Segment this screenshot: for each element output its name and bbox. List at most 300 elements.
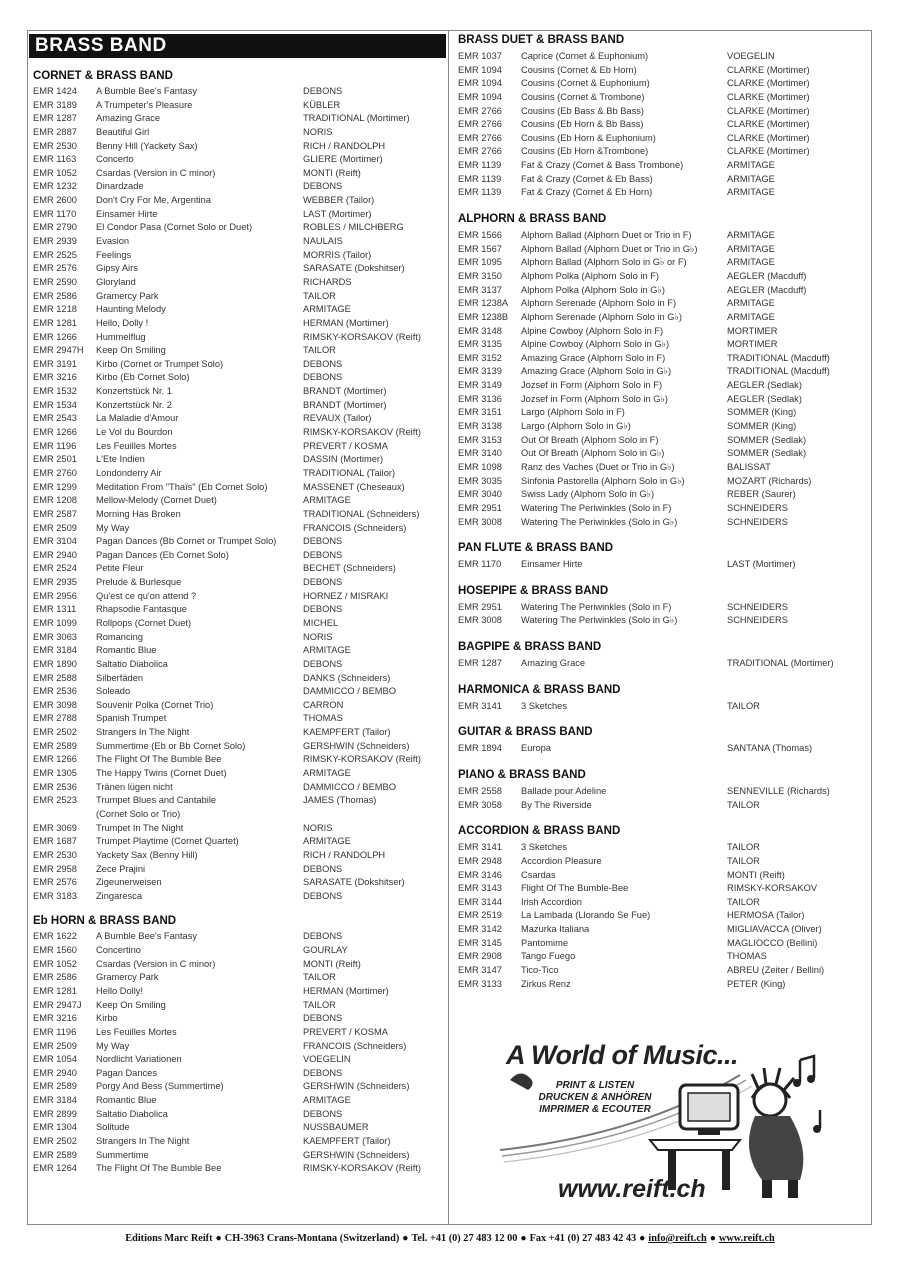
catalogue-code: EMR 3150 xyxy=(458,270,502,281)
catalogue-row xyxy=(454,978,868,992)
catalogue-row xyxy=(29,985,446,999)
catalogue-code: EMR 3151 xyxy=(458,407,502,418)
composer: NORIS xyxy=(303,631,333,642)
composer: KÜBLER xyxy=(303,99,341,110)
catalogue-row xyxy=(29,221,446,235)
piece-title: The Flight Of The Bumble Bee xyxy=(96,754,222,765)
piece-title: Csardas (Version in C minor) xyxy=(96,958,216,969)
footer-email-link[interactable]: info@reift.ch xyxy=(648,1233,707,1244)
catalogue-code: EMR 2524 xyxy=(33,563,77,574)
catalogue-code: EMR 2586 xyxy=(33,972,77,983)
catalogue-row xyxy=(454,270,868,284)
catalogue-code: EMR 2760 xyxy=(33,467,77,478)
piece-title: Gramercy Park xyxy=(96,290,159,301)
catalogue-code: EMR 3149 xyxy=(458,380,502,391)
composer: VOEGELIN xyxy=(727,51,775,61)
composer: ARMITAGE xyxy=(727,187,775,198)
piece-title: My Way xyxy=(96,522,130,533)
piece-title: Romantic Blue xyxy=(96,645,157,656)
catalogue-row xyxy=(454,558,868,572)
piece-title: Hello Dolly! xyxy=(96,986,144,996)
catalogue-code: EMR 1163 xyxy=(33,154,77,165)
composer: PETER (King) xyxy=(727,978,786,989)
piece-title: Irish Accordion xyxy=(521,896,582,907)
catalogue-code: EMR 1196 xyxy=(33,440,77,451)
piece-title: (Cornet Solo or Trio) xyxy=(96,808,181,819)
catalogue-code: EMR 3153 xyxy=(458,434,502,445)
catalogue-code: EMR 3183 xyxy=(33,890,77,901)
catalogue-row xyxy=(454,447,868,461)
catalogue-row xyxy=(454,841,868,855)
composer: CLARKE (Mortimer) xyxy=(727,132,810,143)
composer: REVAUX (Tailor) xyxy=(303,413,372,424)
composer: REBER (Saurer) xyxy=(727,489,796,500)
piece-title: Fat & Crazy (Cornet & Eb Horn) xyxy=(521,187,653,198)
piece-title: El Condor Pasa (Cornet Solo or Duet) xyxy=(96,222,253,233)
catalogue-row xyxy=(29,712,446,726)
composer: TAILOR xyxy=(727,700,760,711)
catalogue-code: EMR 1139 xyxy=(458,160,502,171)
catalogue-row xyxy=(454,601,868,615)
catalogue-code: EMR 3104 xyxy=(33,536,77,547)
piece-title: La Maladie d'Amour xyxy=(96,413,179,424)
catalogue-code: EMR 1196 xyxy=(33,1026,77,1037)
section-title: PIANO & BRASS BAND xyxy=(458,768,586,781)
catalogue-row xyxy=(454,896,868,910)
catalogue-code: EMR 2790 xyxy=(33,222,77,233)
catalogue-code: EMR 3139 xyxy=(458,366,502,377)
footer-fax: Fax +41 (0) 27 483 42 43 xyxy=(529,1233,637,1244)
catalogue-row xyxy=(454,256,868,270)
catalogue-code: EMR 3140 xyxy=(458,448,502,459)
catalogue-row xyxy=(29,194,446,208)
section-title: Eb HORN & BRASS BAND xyxy=(33,915,177,928)
piece-title: Largo (Alphorn Solo in F) xyxy=(521,407,625,418)
piece-title: Pagan Dances (Eb Cornet Solo) xyxy=(96,549,229,560)
piece-title: Cousins (Cornet & Euphonium) xyxy=(521,78,650,89)
piece-title: Rhapsodie Fantasque xyxy=(96,604,187,615)
catalogue-code: EMR 1266 xyxy=(33,331,77,342)
piece-title: Kirbo (Cornet or Trumpet Solo) xyxy=(96,358,224,369)
catalogue-row xyxy=(29,808,446,822)
composer: CLARKE (Mortimer) xyxy=(727,78,810,89)
catalogue-row xyxy=(29,890,446,904)
catalogue-code: EMR 2940 xyxy=(33,1067,77,1078)
catalogue-code: EMR 1287 xyxy=(458,658,502,669)
catalogue-code: EMR 2536 xyxy=(33,686,77,697)
composer: DEBONS xyxy=(303,358,343,369)
logo-advert[interactable] xyxy=(500,1040,830,1210)
catalogue-row xyxy=(29,1067,446,1081)
catalogue-row xyxy=(29,494,446,508)
piece-title: Le Vol du Bourdon xyxy=(96,427,173,438)
catalogue-code: EMR 3142 xyxy=(458,924,502,935)
composer: ARMITAGE xyxy=(727,243,775,254)
catalogue-row xyxy=(454,186,868,200)
piece-title: Beautiful Girl xyxy=(96,126,150,137)
composer: GERSHWIN (Schneiders) xyxy=(303,740,410,751)
composer: MONTI (Reift) xyxy=(303,958,361,969)
catalogue-row xyxy=(454,297,868,311)
catalogue-row xyxy=(454,799,868,813)
catalogue-code: EMR 2766 xyxy=(458,146,502,157)
piece-title: Yackety Sax (Benny Hill) xyxy=(96,849,198,860)
piece-title: Gipsy Airs xyxy=(96,263,138,274)
catalogue-code: EMR 2951 xyxy=(458,502,502,513)
catalogue-code: EMR 3147 xyxy=(458,965,502,976)
composer: DAMMICCO / BEMBO xyxy=(303,686,396,697)
catalogue-row xyxy=(29,685,446,699)
composer: GLIERE (Mortimer) xyxy=(303,154,383,165)
composer: MORTIMER xyxy=(727,325,778,336)
catalogue-row xyxy=(29,344,446,358)
composer: SCHNEIDERS xyxy=(727,502,788,513)
composer: KAEMPFERT (Tailor) xyxy=(303,1136,391,1147)
catalogue-code: EMR 1532 xyxy=(33,386,77,397)
composer: MONTI (Reift) xyxy=(727,869,785,880)
catalogue-code: EMR 3058 xyxy=(458,799,502,810)
catalogue-list xyxy=(29,930,446,1176)
composer: DEBONS xyxy=(303,577,343,588)
piece-title: Alphorn Polka (Alphorn Solo in F) xyxy=(521,270,659,281)
catalogue-row xyxy=(454,516,868,530)
composer: NUSSBAUMER xyxy=(303,1122,369,1133)
composer: ARMITAGE xyxy=(727,160,775,171)
composer xyxy=(303,808,446,822)
catalogue-row xyxy=(454,77,868,91)
piece-title: Amazing Grace (Alphorn Solo in F) xyxy=(521,352,666,363)
catalogue-code: EMR 2600 xyxy=(33,195,77,206)
catalogue-row xyxy=(29,208,446,222)
catalogue-code: EMR 2788 xyxy=(33,713,77,724)
composer: RICHARDS xyxy=(303,276,352,287)
catalogue-code: EMR 1687 xyxy=(33,836,77,847)
composer: THOMAS xyxy=(303,713,343,724)
catalogue-code: EMR 2940 xyxy=(33,549,77,560)
piece-title: Amazing Grace xyxy=(96,113,161,124)
catalogue-row xyxy=(454,173,868,187)
catalogue-row xyxy=(29,331,446,345)
catalogue-code: EMR 2766 xyxy=(458,132,502,143)
piece-title: Zigeunerweisen xyxy=(96,877,162,888)
composer: PREVERT / KOSMA xyxy=(303,1026,388,1037)
catalogue-code: EMR 3069 xyxy=(33,822,77,833)
piece-title: Rollpops (Cornet Duet) xyxy=(96,617,192,628)
piece-title: La Lambada (Llorando Se Fue) xyxy=(521,910,651,921)
piece-title: Kirbo (Eb Cornet Solo) xyxy=(96,372,190,383)
composer: MAGLIOCCO (Bellini) xyxy=(727,937,818,948)
catalogue-row xyxy=(29,1121,446,1135)
catalogue-row xyxy=(29,303,446,317)
composer: HORNEZ / MISRAKI xyxy=(303,590,389,601)
section-title: ACCORDION & BRASS BAND xyxy=(458,825,621,838)
catalogue-row xyxy=(29,1094,446,1108)
composer: TRADITIONAL (Tailor) xyxy=(303,467,396,478)
catalogue-code: EMR 2502 xyxy=(33,727,77,738)
composer: CLARKE (Mortimer) xyxy=(727,91,810,102)
piece-title: Caprice (Cornet & Euphonium) xyxy=(521,51,649,61)
catalogue-code: EMR 1170 xyxy=(458,559,502,570)
piece-title: Gramercy Park xyxy=(96,972,159,983)
piece-title: Benny Hill (Yackety Sax) xyxy=(96,140,198,151)
piece-title: Csardas (Version in C minor) xyxy=(96,167,216,178)
piece-title: The Happy Twins (Cornet Duet) xyxy=(96,768,227,779)
catalogue-row xyxy=(454,869,868,883)
catalogue-code: EMR 1238A xyxy=(458,298,509,309)
piece-title: Watering The Periwinkles (Solo in F) xyxy=(521,502,672,513)
catalogue-code: EMR 3135 xyxy=(458,339,502,350)
composer: DANKS (Schneiders) xyxy=(303,672,391,683)
catalogue-list xyxy=(454,742,868,756)
catalogue-code: EMR 2543 xyxy=(33,413,77,424)
composer: AEGLER (Macduff) xyxy=(727,270,807,281)
piece-title: Amazing Grace xyxy=(521,658,586,669)
catalogue-row xyxy=(29,863,446,877)
composer: DEBONS xyxy=(303,181,343,192)
composer: TAILOR xyxy=(727,855,760,866)
catalogue-list xyxy=(454,50,868,200)
catalogue-code: EMR 3136 xyxy=(458,393,502,404)
catalogue-row xyxy=(29,126,446,140)
catalogue-row xyxy=(29,876,446,890)
catalogue-code: EMR 1622 xyxy=(33,931,77,942)
catalogue-row xyxy=(29,167,446,181)
catalogue-code: EMR 1139 xyxy=(458,187,502,198)
catalogue-code: EMR 3133 xyxy=(458,978,502,989)
catalogue-row xyxy=(454,118,868,132)
catalogue-row xyxy=(454,284,868,298)
catalogue-row xyxy=(29,453,446,467)
piece-title: Porgy And Bess (Summertime) xyxy=(96,1081,224,1092)
footer: Editions Marc Reift ● CH-3963 Crans-Montana (Switzerland) ● Tel. +41 (0) 27 483 12 00 ● Fax +41 (0) 27 483 42 43 ● info@reift.ch ● www.reift.ch xyxy=(125,1233,775,1244)
catalogue-row xyxy=(29,753,446,767)
catalogue-code: EMR 3063 xyxy=(33,631,77,642)
catalogue-row xyxy=(29,822,446,836)
catalogue-row xyxy=(29,631,446,645)
section-title: PAN FLUTE & BRASS BAND xyxy=(458,542,614,555)
composer: HERMAN (Mortimer) xyxy=(303,317,389,328)
composer: ARMITAGE xyxy=(303,304,351,315)
logo-url[interactable]: www.reift.ch xyxy=(558,1175,706,1203)
footer-publisher: Editions Marc Reift xyxy=(125,1233,213,1244)
catalogue-row xyxy=(454,393,868,407)
piece-title: Fat & Crazy (Cornet & Bass Trombone) xyxy=(521,160,684,171)
catalogue-code: EMR 3184 xyxy=(33,1095,77,1106)
catalogue-code: EMR 1266 xyxy=(33,427,77,438)
catalogue-code: EMR 3189 xyxy=(33,99,77,110)
catalogue-code: EMR 3138 xyxy=(458,421,502,432)
piece-title: Konzertstück Nr. 2 xyxy=(96,399,172,410)
composer: TRADITIONAL (Macduff) xyxy=(727,366,830,377)
composer: SOMMER (King) xyxy=(727,421,797,432)
catalogue-code: EMR 1218 xyxy=(33,304,77,315)
catalogue-list xyxy=(454,700,868,714)
piece-title: Pagan Dances (Bb Cornet or Trumpet Solo) xyxy=(96,536,277,547)
piece-title: Tico-Tico xyxy=(521,965,559,976)
composer: NORIS xyxy=(303,822,333,833)
piece-title: Summertime xyxy=(96,1149,149,1160)
composer: ARMITAGE xyxy=(303,645,351,656)
composer: CLARKE (Mortimer) xyxy=(727,146,810,157)
piece-title: Gloryland xyxy=(96,276,136,287)
composer: GERSHWIN (Schneiders) xyxy=(303,1149,410,1160)
piece-title: Haunting Melody xyxy=(96,304,166,315)
piece-title: Out Of Breath (Alphorn Solo in G♭) xyxy=(521,448,665,459)
composer: ARMITAGE xyxy=(303,768,351,779)
composer: DEBONS xyxy=(303,931,343,942)
catalogue-code: EMR 3141 xyxy=(458,842,502,853)
catalogue-row xyxy=(454,855,868,869)
piece-title: Meditation From "Thaïs" (Eb Cornet Solo) xyxy=(96,481,268,492)
catalogue-row xyxy=(454,132,868,146)
composer: NORIS xyxy=(303,126,333,137)
catalogue-code: EMR 3216 xyxy=(33,372,77,383)
composer: DEBONS xyxy=(303,604,343,615)
catalogue-row xyxy=(29,426,446,440)
piece-title: Alphorn Ballad (Alphorn Solo in G♭ or F) xyxy=(521,257,687,268)
composer: LAST (Mortimer) xyxy=(727,559,796,570)
catalogue-row xyxy=(29,999,446,1013)
composer: TRADITIONAL (Schneiders) xyxy=(303,508,420,519)
piece-title: Evasion xyxy=(96,236,130,247)
catalogue-code: EMR 2947H xyxy=(33,345,84,356)
composer: THOMAS xyxy=(727,951,767,962)
catalogue-code: EMR 2523 xyxy=(33,795,77,806)
composer: ARMITAGE xyxy=(303,495,351,506)
footer-website-link[interactable]: www.reift.ch xyxy=(718,1233,775,1244)
piece-title: My Way xyxy=(96,1040,130,1051)
piece-title: A Bumble Bee's Fantasy xyxy=(96,931,197,942)
catalogue-code xyxy=(29,808,96,822)
composer: SARASATE (Dokshitser) xyxy=(303,263,405,274)
catalogue-row xyxy=(29,576,446,590)
catalogue-row xyxy=(29,658,446,672)
piece-title: Tränen lügen nicht xyxy=(96,781,173,792)
catalogue-row xyxy=(454,406,868,420)
catalogue-row xyxy=(454,700,868,714)
catalogue-row xyxy=(29,358,446,372)
piece-title: Tango Fuego xyxy=(521,951,576,962)
catalogue-row xyxy=(29,508,446,522)
catalogue-code: EMR 3035 xyxy=(458,475,502,486)
catalogue-row xyxy=(29,1149,446,1163)
catalogue-row xyxy=(29,617,446,631)
composer: DASSIN (Mortimer) xyxy=(303,454,384,465)
catalogue-code: EMR 2589 xyxy=(33,1081,77,1092)
composer: DAMMICCO / BEMBO xyxy=(303,781,396,792)
catalogue-row xyxy=(454,311,868,325)
footer-address: CH-3963 Crans-Montana (Switzerland) xyxy=(224,1233,400,1244)
piece-title: Saltatio Diabolica xyxy=(96,1108,168,1119)
composer: MORRIS (Tailor) xyxy=(303,249,372,260)
piece-title: 3 Sketches xyxy=(521,700,567,711)
piece-title: Romantic Blue xyxy=(96,1095,157,1106)
catalogue-code: EMR 2509 xyxy=(33,522,77,533)
composer: RIMSKY-KORSAKOV (Reift) xyxy=(303,1163,421,1174)
piece-title: Pantomime xyxy=(521,937,569,948)
piece-title: Trumpet Blues and Cantabile xyxy=(96,795,217,806)
catalogue-row xyxy=(29,249,446,263)
section-title: ALPHORN & BRASS BAND xyxy=(458,213,607,226)
composer: MICHEL xyxy=(303,617,339,628)
composer: ARMITAGE xyxy=(727,230,775,241)
piece-title: Petite Fleur xyxy=(96,563,144,574)
catalogue-code: EMR 2951 xyxy=(458,601,502,612)
composer: DEBONS xyxy=(303,863,343,874)
catalogue-list xyxy=(454,657,868,671)
catalogue-code: EMR 3184 xyxy=(33,645,77,656)
catalogue-code: EMR 1037 xyxy=(458,51,502,61)
catalogue-row xyxy=(29,562,446,576)
catalogue-code: EMR 3141 xyxy=(458,700,502,711)
composer: MOZART (Richards) xyxy=(727,475,812,486)
catalogue-row xyxy=(454,243,868,257)
catalogue-row xyxy=(29,603,446,617)
composer: ARMITAGE xyxy=(727,298,775,309)
catalogue-code: EMR 1139 xyxy=(458,173,502,184)
composer: HERMAN (Mortimer) xyxy=(303,986,389,996)
catalogue-code: EMR 2958 xyxy=(33,863,77,874)
catalogue-row xyxy=(454,325,868,339)
catalogue-code: EMR 1281 xyxy=(33,317,77,328)
piece-title: Einsamer Hirte xyxy=(96,208,158,219)
catalogue-row xyxy=(454,365,868,379)
piece-title: Cousins (Eb Horn &Trombone) xyxy=(521,146,649,157)
piece-title: Cousins (Eb Horn & Euphonium) xyxy=(521,132,656,143)
composer: TAILOR xyxy=(303,290,336,301)
section-title: CORNET & BRASS BAND xyxy=(33,70,173,82)
catalogue-code: EMR 1264 xyxy=(33,1163,77,1174)
catalogue-row xyxy=(29,699,446,713)
catalogue-code: EMR 2525 xyxy=(33,249,77,260)
piece-title: Hummelflug xyxy=(96,331,146,342)
catalogue-code: EMR 3098 xyxy=(33,699,77,710)
piece-title: Out Of Breath (Alphorn Solo in F) xyxy=(521,434,659,445)
composer: TRADITIONAL (Macduff) xyxy=(727,352,830,363)
catalogue-code: EMR 3040 xyxy=(458,489,502,500)
catalogue-row xyxy=(454,434,868,448)
composer: TAILOR xyxy=(303,345,336,356)
left-sections xyxy=(29,70,446,1176)
composer: AEGLER (Sedlak) xyxy=(727,380,802,391)
composer: SOMMER (Sedlak) xyxy=(727,434,807,445)
composer: AEGLER (Sedlak) xyxy=(727,393,802,404)
composer: BALISSAT xyxy=(727,461,771,472)
catalogue-row xyxy=(454,488,868,502)
catalogue-row xyxy=(29,467,446,481)
catalogue-code: EMR 3143 xyxy=(458,883,502,894)
catalogue-code: EMR 2530 xyxy=(33,849,77,860)
catalogue-row xyxy=(454,909,868,923)
catalogue-row xyxy=(29,781,446,795)
composer: GERSHWIN (Schneiders) xyxy=(303,1081,410,1092)
catalogue-code: EMR 1281 xyxy=(33,986,77,996)
catalogue-code: EMR 1894 xyxy=(458,743,502,754)
catalogue-code: EMR 2576 xyxy=(33,877,77,888)
catalogue-code: EMR 3152 xyxy=(458,352,502,363)
catalogue-code: EMR 2956 xyxy=(33,590,77,601)
catalogue-row xyxy=(29,767,446,781)
catalogue-row xyxy=(454,145,868,159)
catalogue-row xyxy=(29,535,446,549)
catalogue-code: EMR 2589 xyxy=(33,740,77,751)
composer: SCHNEIDERS xyxy=(727,615,788,626)
piece-title: Concerto xyxy=(96,154,134,165)
composer: ARMITAGE xyxy=(727,311,775,322)
catalogue-row xyxy=(29,481,446,495)
piece-title: Summertime (Eb or Bb Cornet Solo) xyxy=(96,740,246,751)
catalogue-code: EMR 3008 xyxy=(458,615,502,626)
